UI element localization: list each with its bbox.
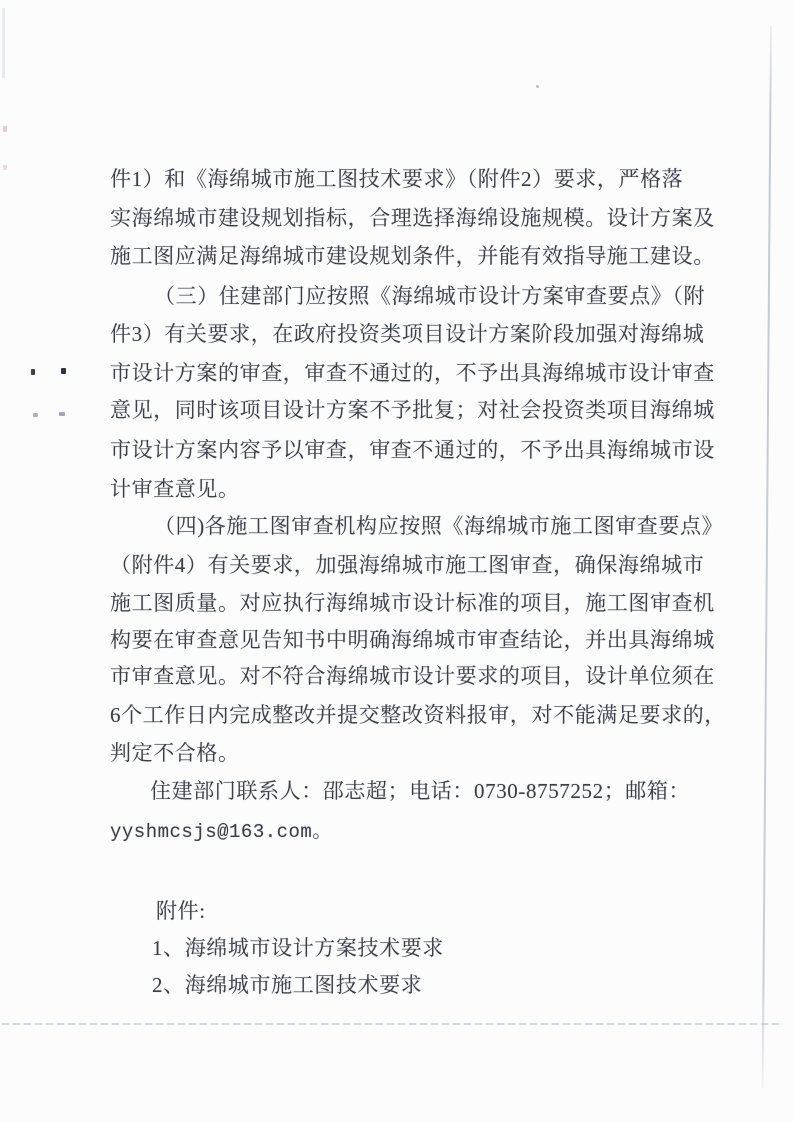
body-line: 件3）有关要求，在政府投资类项目设计方案阶段加强对海绵城 bbox=[110, 322, 705, 346]
scan-fold-line bbox=[2, 1023, 782, 1025]
body-line: 市设计方案的审查，审查不通过的，不予出具海绵城市设计审查 bbox=[110, 361, 715, 385]
body-line: （三）住建部门应按照《海绵城市设计方案审查要点》（附 bbox=[154, 284, 706, 308]
body-line: 施工图应满足海绵城市建设规划条件，并能有效指导施工建设。 bbox=[110, 244, 715, 268]
page-edge-mark-left bbox=[2, 8, 5, 78]
body-line: 件1）和《海绵城市施工图技术要求》（附件2）要求，严格落 bbox=[110, 167, 684, 191]
body-line: （四)各施工图审查机构应按照《海绵城市施工图审查要点》 bbox=[154, 514, 724, 538]
body-line: 6个工作日内完成整改并提交整改资料报审，对不能满足要求的， bbox=[110, 703, 726, 727]
page-edge-line-right bbox=[762, 26, 772, 1088]
body-line: 施工图质量。对应执行海绵城市设计标准的项目，施工图审查机 bbox=[110, 591, 715, 615]
attachment-item: 1、海绵城市设计方案技术要求 bbox=[152, 936, 444, 960]
body-line: 意见，同时该项目设计方案不予批复；对社会投资类项目海绵城 bbox=[110, 398, 715, 422]
contact-line: 住建部门联系人：邵志超；电话：0730-8757252；邮箱： bbox=[150, 779, 691, 803]
binding-dot bbox=[59, 412, 65, 416]
body-line: 构要在审查意见告知书中明确海绵城市审查结论，并出具海绵城 bbox=[110, 628, 715, 652]
binding-dot bbox=[61, 368, 66, 374]
binding-dot bbox=[33, 413, 38, 417]
body-line: 计审查意见。 bbox=[110, 477, 240, 501]
scan-speck bbox=[536, 85, 539, 88]
body-line: 市设计方案内容予以审查，审查不通过的，不予出具海绵城市设 bbox=[110, 438, 715, 462]
body-line: 实海绵城市建设规划指标，合理选择海绵设施规模。设计方案及 bbox=[110, 206, 715, 230]
contact-email-line: yyshmcsjs@163.com。 bbox=[110, 821, 332, 843]
attachments-label: 附件: bbox=[156, 899, 206, 923]
body-line: （附件4）有关要求，加强海绵城市施工图审查，确保海绵城市 bbox=[110, 553, 705, 577]
body-line: 市审查意见。对不符合海绵城市设计要求的项目，设计单位须在 bbox=[110, 664, 715, 688]
scan-speck bbox=[3, 165, 7, 170]
body-line: 判定不合格。 bbox=[110, 741, 240, 765]
scan-speck bbox=[3, 126, 7, 132]
attachment-item: 2、海绵城市施工图技术要求 bbox=[152, 973, 423, 997]
binding-dot bbox=[31, 369, 35, 375]
